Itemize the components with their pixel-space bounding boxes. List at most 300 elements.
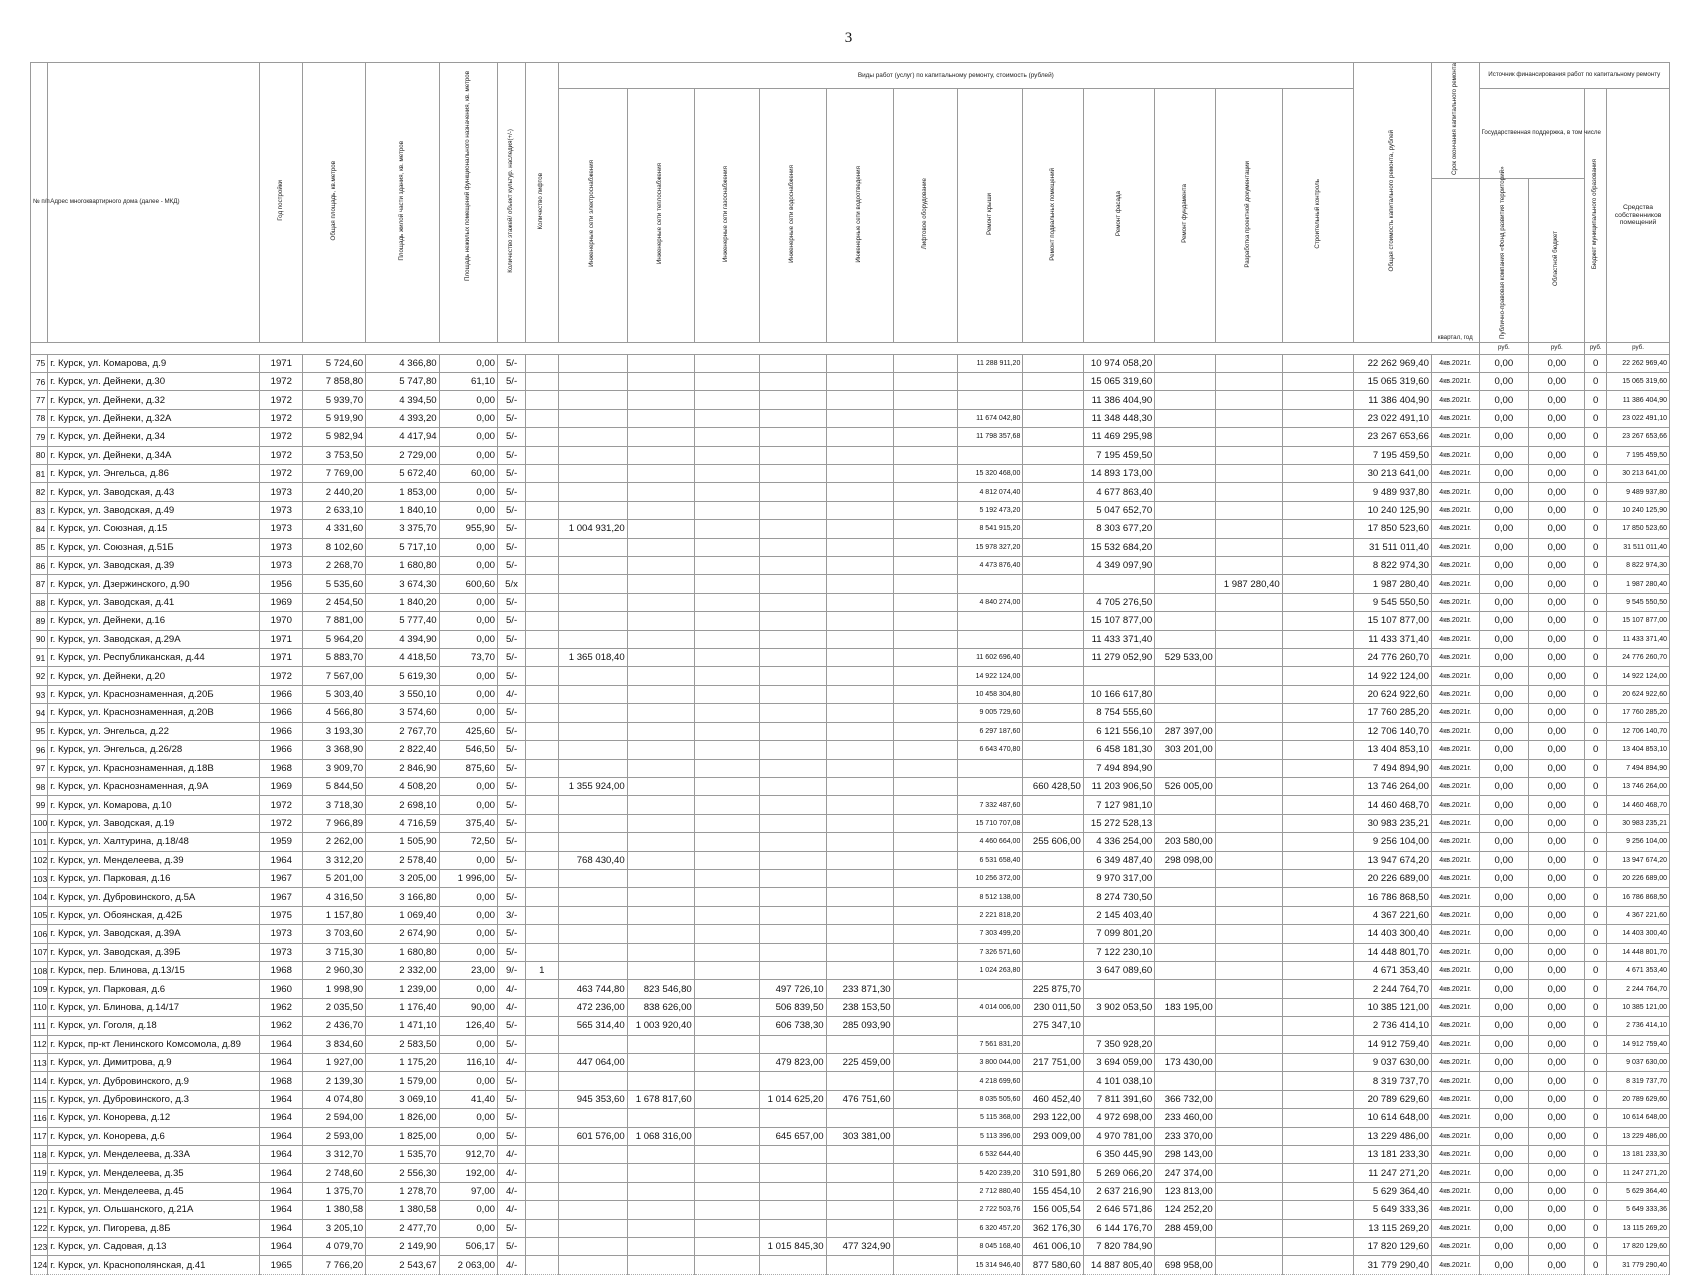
lifts-count-cell	[526, 501, 558, 519]
nonresidential-area-cell: 0,00	[439, 943, 497, 961]
regional-cell: 0,00	[1529, 704, 1585, 722]
nonresidential-area-cell: 0,00	[439, 906, 497, 924]
design-cost-cell	[1215, 483, 1282, 501]
water-cost-cell: 479 823,00	[759, 1054, 826, 1072]
foundation-cost-cell: 287 397,00	[1155, 722, 1216, 740]
electric-cost-cell	[558, 612, 627, 630]
address-cell: г. Курск, ул. Энгельса, д.22	[48, 722, 260, 740]
water-cost-cell	[759, 869, 826, 887]
water-cost-cell	[759, 943, 826, 961]
year-cell: 1973	[260, 538, 303, 556]
basement-cost-cell	[1023, 612, 1084, 630]
deadline-cell: 4кв.2021г.	[1431, 704, 1479, 722]
total-area-cell: 5 964,20	[303, 630, 366, 648]
address-cell: г. Курск, ул. Менделеева, д.39	[48, 851, 260, 869]
facade-cost-cell	[1083, 575, 1154, 593]
fund-cell: 0,00	[1479, 557, 1529, 575]
electric-cost-cell	[558, 372, 627, 390]
regional-cell: 0,00	[1529, 501, 1585, 519]
fund-cell: 0,00	[1479, 501, 1529, 519]
year-cell: 1964	[260, 1054, 303, 1072]
lifts-count-cell	[526, 667, 558, 685]
living-area-cell: 2 822,40	[366, 741, 440, 759]
year-cell: 1962	[260, 1017, 303, 1035]
foundation-cost-cell	[1155, 925, 1216, 943]
regional-cell: 0,00	[1529, 998, 1585, 1016]
nonresidential-area-cell: 0,00	[439, 483, 497, 501]
roof-cost-cell: 6 532 644,40	[958, 1146, 1023, 1164]
control-cost-cell	[1282, 630, 1353, 648]
water-cost-cell	[759, 814, 826, 832]
total-area-cell: 2 593,00	[303, 1127, 366, 1145]
total-cost-cell: 30 983 235,21	[1354, 814, 1432, 832]
gas-cost-cell	[694, 428, 759, 446]
control-cost-cell	[1282, 667, 1353, 685]
nonresidential-area-cell: 23,00	[439, 961, 497, 979]
deadline-cell: 4кв.2021г.	[1431, 1109, 1479, 1127]
design-cost-cell	[1215, 741, 1282, 759]
address-cell: г. Курск, ул. Дейнеки, д.32А	[48, 409, 260, 427]
header-nonresidential-area: Площадь нежилых помещений функционального назначения, кв. метров	[463, 70, 471, 281]
living-area-cell: 2 729,00	[366, 446, 440, 464]
living-area-cell: 2 767,70	[366, 722, 440, 740]
regional-cell: 0,00	[1529, 1182, 1585, 1200]
facade-cost-cell: 7 195 459,50	[1083, 446, 1154, 464]
living-area-cell: 2 149,90	[366, 1238, 440, 1256]
living-area-cell: 1 579,00	[366, 1072, 440, 1090]
fund-cell: 0,00	[1479, 667, 1529, 685]
control-cost-cell	[1282, 1201, 1353, 1219]
roof-cost-cell: 10 458 304,80	[958, 685, 1023, 703]
roof-cost-cell: 15 314 946,40	[958, 1256, 1023, 1274]
deadline-cell: 4кв.2021г.	[1431, 1072, 1479, 1090]
gas-cost-cell	[694, 888, 759, 906]
lifts-count-cell	[526, 593, 558, 611]
row-number: 81	[31, 465, 48, 483]
roof-cost-cell	[958, 1017, 1023, 1035]
electric-cost-cell	[558, 1109, 627, 1127]
row-number: 124	[31, 1256, 48, 1274]
facade-cost-cell	[1083, 667, 1154, 685]
nonresidential-area-cell: 955,90	[439, 520, 497, 538]
total-area-cell: 3 368,90	[303, 741, 366, 759]
living-area-cell: 2 583,50	[366, 1035, 440, 1053]
owners-cell: 30 213 641,00	[1607, 465, 1670, 483]
basement-cost-cell	[1023, 851, 1084, 869]
roof-cost-cell: 4 840 274,00	[958, 593, 1023, 611]
lifts-count-cell	[526, 943, 558, 961]
deadline-cell: 4кв.2021г.	[1431, 1127, 1479, 1145]
municipal-cell: 0	[1585, 575, 1607, 593]
nonresidential-area-cell: 0,00	[439, 630, 497, 648]
year-cell: 1964	[260, 1164, 303, 1182]
lift-cost-cell	[893, 465, 958, 483]
drainage-cost-cell	[826, 722, 893, 740]
drainage-cost-cell	[826, 667, 893, 685]
living-area-cell: 2 543,67	[366, 1256, 440, 1274]
gas-cost-cell	[694, 465, 759, 483]
lifts-count-cell	[526, 685, 558, 703]
total-area-cell: 3 312,20	[303, 851, 366, 869]
table-row	[31, 428, 1670, 446]
regional-cell: 0,00	[1529, 575, 1585, 593]
total-cost-cell: 14 460 468,70	[1354, 796, 1432, 814]
owners-cell: 17 850 523,60	[1607, 520, 1670, 538]
total-area-cell: 1 157,80	[303, 906, 366, 924]
address-cell: г. Курск, ул. Дейнеки, д.32	[48, 391, 260, 409]
table-row	[31, 612, 1670, 630]
municipal-cell: 0	[1585, 1164, 1607, 1182]
water-cost-cell	[759, 593, 826, 611]
living-area-cell: 4 394,90	[366, 630, 440, 648]
electric-cost-cell	[558, 1238, 627, 1256]
foundation-cost-cell: 298 098,00	[1155, 851, 1216, 869]
year-cell: 1966	[260, 722, 303, 740]
facade-cost-cell: 4 972 698,00	[1083, 1109, 1154, 1127]
living-area-cell: 1 278,70	[366, 1182, 440, 1200]
municipal-cell: 0	[1585, 704, 1607, 722]
year-cell: 1972	[260, 667, 303, 685]
control-cost-cell	[1282, 501, 1353, 519]
owners-cell: 23 022 491,10	[1607, 409, 1670, 427]
gas-cost-cell	[694, 649, 759, 667]
water-cost-cell	[759, 372, 826, 390]
lifts-count-cell	[526, 869, 558, 887]
heating-cost-cell	[627, 906, 694, 924]
fund-cell: 0,00	[1479, 1127, 1529, 1145]
gas-cost-cell	[694, 630, 759, 648]
heating-cost-cell	[627, 465, 694, 483]
roof-cost-cell: 8 512 138,00	[958, 888, 1023, 906]
fund-cell: 0,00	[1479, 1072, 1529, 1090]
control-cost-cell	[1282, 593, 1353, 611]
row-number: 105	[31, 906, 48, 924]
lifts-count-cell	[526, 722, 558, 740]
drainage-cost-cell	[826, 796, 893, 814]
facade-cost-cell: 15 107 877,00	[1083, 612, 1154, 630]
total-cost-cell: 1 987 280,40	[1354, 575, 1432, 593]
owners-cell: 23 267 653,66	[1607, 428, 1670, 446]
fund-cell: 0,00	[1479, 428, 1529, 446]
fund-cell: 0,00	[1479, 685, 1529, 703]
basement-cost-cell: 230 011,50	[1023, 998, 1084, 1016]
nonresidential-area-cell: 0,00	[439, 1219, 497, 1237]
drainage-cost-cell	[826, 1182, 893, 1200]
floors-cell: 5/-	[498, 354, 526, 372]
control-cost-cell	[1282, 1054, 1353, 1072]
roof-cost-cell: 4 460 664,00	[958, 833, 1023, 851]
foundation-cost-cell	[1155, 483, 1216, 501]
table-row	[31, 741, 1670, 759]
drainage-cost-cell	[826, 649, 893, 667]
table-row	[31, 1035, 1670, 1053]
deadline-cell: 4кв.2021г.	[1431, 1201, 1479, 1219]
design-cost-cell	[1215, 869, 1282, 887]
gas-cost-cell	[694, 1109, 759, 1127]
table-row	[31, 704, 1670, 722]
floors-cell: 5/-	[498, 1035, 526, 1053]
floors-cell: 5/-	[498, 814, 526, 832]
basement-cost-cell	[1023, 759, 1084, 777]
floors-cell: 4/-	[498, 980, 526, 998]
row-number: 118	[31, 1146, 48, 1164]
table-row	[31, 759, 1670, 777]
total-cost-cell: 13 229 486,00	[1354, 1127, 1432, 1145]
gas-cost-cell	[694, 575, 759, 593]
living-area-cell: 5 717,10	[366, 538, 440, 556]
foundation-cost-cell	[1155, 796, 1216, 814]
water-cost-cell	[759, 428, 826, 446]
basement-cost-cell	[1023, 685, 1084, 703]
living-area-cell: 1 680,80	[366, 557, 440, 575]
header-work-electric: Инженерные сети электроснабжения	[588, 160, 596, 268]
lifts-count-cell	[526, 1219, 558, 1237]
address-cell: г. Курск, ул. Дейнеки, д.34	[48, 428, 260, 446]
water-cost-cell	[759, 1109, 826, 1127]
living-area-cell: 1 239,00	[366, 980, 440, 998]
header-address: Адрес многоквартирного дома (далее - МКД)	[48, 63, 260, 343]
foundation-cost-cell	[1155, 630, 1216, 648]
design-cost-cell	[1215, 704, 1282, 722]
lift-cost-cell	[893, 906, 958, 924]
year-cell: 1966	[260, 704, 303, 722]
living-area-cell: 1 840,20	[366, 593, 440, 611]
electric-cost-cell	[558, 1182, 627, 1200]
address-cell: г. Курск, ул. Заводская, д.39А	[48, 925, 260, 943]
lift-cost-cell	[893, 961, 958, 979]
municipal-cell: 0	[1585, 538, 1607, 556]
address-cell: г. Курск, ул. Парковая, д.16	[48, 869, 260, 887]
control-cost-cell	[1282, 354, 1353, 372]
water-cost-cell	[759, 409, 826, 427]
year-cell: 1964	[260, 1201, 303, 1219]
header-fund: Публично-правовая компания «Фонд развития территорий»	[1499, 166, 1507, 339]
municipal-cell: 0	[1585, 998, 1607, 1016]
total-area-cell: 4 331,60	[303, 520, 366, 538]
water-cost-cell	[759, 630, 826, 648]
lift-cost-cell	[893, 446, 958, 464]
nonresidential-area-cell: 0,00	[439, 409, 497, 427]
living-area-cell: 2 846,90	[366, 759, 440, 777]
header-work-foundation: Ремонт фундамента	[1180, 184, 1188, 244]
deadline-cell: 4кв.2021г.	[1431, 1054, 1479, 1072]
design-cost-cell	[1215, 593, 1282, 611]
deadline-cell: 4кв.2021г.	[1431, 851, 1479, 869]
facade-cost-cell	[1083, 1017, 1154, 1035]
lift-cost-cell	[893, 557, 958, 575]
year-cell: 1972	[260, 409, 303, 427]
total-area-cell: 2 748,60	[303, 1164, 366, 1182]
heating-cost-cell	[627, 759, 694, 777]
basement-cost-cell	[1023, 428, 1084, 446]
foundation-cost-cell: 123 813,00	[1155, 1182, 1216, 1200]
row-number: 123	[31, 1238, 48, 1256]
living-area-cell: 1 840,10	[366, 501, 440, 519]
owners-cell: 4 671 353,40	[1607, 961, 1670, 979]
capital-repair-register-table	[30, 62, 1670, 1275]
lifts-count-cell	[526, 759, 558, 777]
design-cost-cell	[1215, 501, 1282, 519]
foundation-cost-cell	[1155, 465, 1216, 483]
total-cost-cell: 9 256 104,00	[1354, 833, 1432, 851]
total-area-cell: 2 262,00	[303, 833, 366, 851]
lift-cost-cell	[893, 1054, 958, 1072]
table-row	[31, 1219, 1670, 1237]
basement-cost-cell	[1023, 704, 1084, 722]
total-cost-cell: 7 195 459,50	[1354, 446, 1432, 464]
lift-cost-cell	[893, 777, 958, 795]
facade-cost-cell: 3 902 053,50	[1083, 998, 1154, 1016]
owners-cell: 11 247 271,20	[1607, 1164, 1670, 1182]
header-work-facade: Ремонт фасада	[1114, 191, 1122, 237]
address-cell: г. Курск, ул. Парковая, д.6	[48, 980, 260, 998]
heating-cost-cell	[627, 704, 694, 722]
regional-cell: 0,00	[1529, 1127, 1585, 1145]
row-number: 107	[31, 943, 48, 961]
municipal-cell: 0	[1585, 685, 1607, 703]
total-cost-cell: 13 115 269,20	[1354, 1219, 1432, 1237]
header-regional-budget: Областной бюджет	[1552, 231, 1560, 287]
control-cost-cell	[1282, 961, 1353, 979]
table-row	[31, 354, 1670, 372]
owners-cell: 10 240 125,90	[1607, 501, 1670, 519]
lift-cost-cell	[893, 483, 958, 501]
heating-cost-cell: 1 678 817,60	[627, 1090, 694, 1108]
roof-cost-cell: 4 014 006,00	[958, 998, 1023, 1016]
total-cost-cell: 9 545 550,50	[1354, 593, 1432, 611]
lift-cost-cell	[893, 409, 958, 427]
owners-cell: 13 115 269,20	[1607, 1219, 1670, 1237]
owners-cell: 10 385 121,00	[1607, 998, 1670, 1016]
living-area-cell: 4 393,20	[366, 409, 440, 427]
total-area-cell: 5 883,70	[303, 649, 366, 667]
heating-cost-cell: 838 626,00	[627, 998, 694, 1016]
roof-cost-cell: 5 113 396,00	[958, 1127, 1023, 1145]
design-cost-cell	[1215, 446, 1282, 464]
fund-cell: 0,00	[1479, 593, 1529, 611]
municipal-cell: 0	[1585, 1054, 1607, 1072]
nonresidential-area-cell: 192,00	[439, 1164, 497, 1182]
lift-cost-cell	[893, 1164, 958, 1182]
header-unit-rub-owners: руб.	[1607, 342, 1670, 354]
lifts-count-cell	[526, 777, 558, 795]
fund-cell: 0,00	[1479, 906, 1529, 924]
foundation-cost-cell: 183 195,00	[1155, 998, 1216, 1016]
fund-cell: 0,00	[1479, 869, 1529, 887]
regional-cell: 0,00	[1529, 391, 1585, 409]
total-area-cell: 2 436,70	[303, 1017, 366, 1035]
total-cost-cell: 16 786 868,50	[1354, 888, 1432, 906]
gas-cost-cell	[694, 943, 759, 961]
regional-cell: 0,00	[1529, 741, 1585, 759]
owners-cell: 9 489 937,80	[1607, 483, 1670, 501]
control-cost-cell	[1282, 759, 1353, 777]
lifts-count-cell	[526, 1201, 558, 1219]
gas-cost-cell	[694, 1090, 759, 1108]
drainage-cost-cell	[826, 520, 893, 538]
lifts-count-cell	[526, 1017, 558, 1035]
nonresidential-area-cell: 0,00	[439, 538, 497, 556]
total-cost-cell: 20 789 629,60	[1354, 1090, 1432, 1108]
total-area-cell: 5 844,50	[303, 777, 366, 795]
facade-cost-cell: 6 349 487,40	[1083, 851, 1154, 869]
deadline-cell: 4кв.2021г.	[1431, 1090, 1479, 1108]
floors-cell: 3/-	[498, 906, 526, 924]
water-cost-cell	[759, 722, 826, 740]
drainage-cost-cell	[826, 925, 893, 943]
municipal-cell: 0	[1585, 925, 1607, 943]
control-cost-cell	[1282, 1238, 1353, 1256]
water-cost-cell	[759, 483, 826, 501]
control-cost-cell	[1282, 980, 1353, 998]
roof-cost-cell	[958, 372, 1023, 390]
deadline-cell: 4кв.2021г.	[1431, 1238, 1479, 1256]
fund-cell: 0,00	[1479, 777, 1529, 795]
row-number: 113	[31, 1054, 48, 1072]
heating-cost-cell	[627, 667, 694, 685]
row-number: 92	[31, 667, 48, 685]
total-area-cell: 2 594,00	[303, 1109, 366, 1127]
fund-cell: 0,00	[1479, 888, 1529, 906]
row-number: 89	[31, 612, 48, 630]
basement-cost-cell	[1023, 557, 1084, 575]
foundation-cost-cell	[1155, 888, 1216, 906]
control-cost-cell	[1282, 575, 1353, 593]
roof-cost-cell: 8 035 505,60	[958, 1090, 1023, 1108]
floors-cell: 5/-	[498, 869, 526, 887]
water-cost-cell	[759, 1182, 826, 1200]
basement-cost-cell: 293 009,00	[1023, 1127, 1084, 1145]
fund-cell: 0,00	[1479, 998, 1529, 1016]
address-cell: г. Курск, ул. Блинова, д.14/17	[48, 998, 260, 1016]
water-cost-cell	[759, 354, 826, 372]
floors-cell: 5/-	[498, 888, 526, 906]
basement-cost-cell	[1023, 575, 1084, 593]
total-cost-cell: 20 226 689,00	[1354, 869, 1432, 887]
roof-cost-cell	[958, 391, 1023, 409]
heating-cost-cell	[627, 1035, 694, 1053]
deadline-cell: 4кв.2021г.	[1431, 888, 1479, 906]
year-cell: 1964	[260, 1182, 303, 1200]
year-cell: 1968	[260, 759, 303, 777]
drainage-cost-cell	[826, 1256, 893, 1274]
foundation-cost-cell	[1155, 704, 1216, 722]
living-area-cell: 3 069,10	[366, 1090, 440, 1108]
deadline-cell: 4кв.2021г.	[1431, 943, 1479, 961]
lifts-count-cell	[526, 1256, 558, 1274]
control-cost-cell	[1282, 833, 1353, 851]
regional-cell: 0,00	[1529, 685, 1585, 703]
deadline-cell: 4кв.2021г.	[1431, 354, 1479, 372]
regional-cell: 0,00	[1529, 409, 1585, 427]
foundation-cost-cell: 366 732,00	[1155, 1090, 1216, 1108]
basement-cost-cell: 460 452,40	[1023, 1090, 1084, 1108]
municipal-cell: 0	[1585, 906, 1607, 924]
municipal-cell: 0	[1585, 520, 1607, 538]
municipal-cell: 0	[1585, 777, 1607, 795]
address-cell: г. Курск, ул. Менделеева, д.33А	[48, 1146, 260, 1164]
address-cell: г. Курск, пер. Блинова, д.13/15	[48, 961, 260, 979]
gas-cost-cell	[694, 520, 759, 538]
table-row	[31, 667, 1670, 685]
lift-cost-cell	[893, 796, 958, 814]
living-area-cell: 5 672,40	[366, 465, 440, 483]
basement-cost-cell: 362 176,30	[1023, 1219, 1084, 1237]
gas-cost-cell	[694, 704, 759, 722]
total-area-cell: 5 982,94	[303, 428, 366, 446]
year-cell: 1964	[260, 851, 303, 869]
table-row	[31, 1090, 1670, 1108]
